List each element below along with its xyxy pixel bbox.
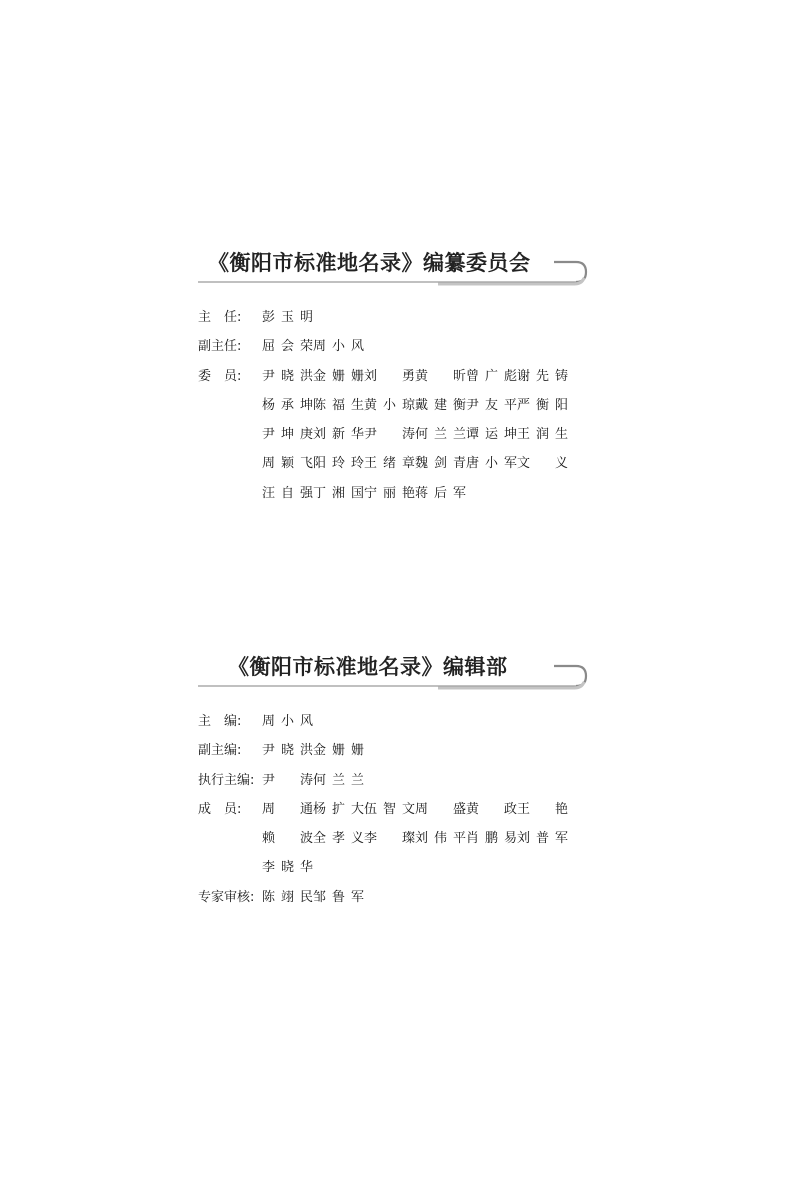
member-name: 刘伟平 — [415, 831, 466, 847]
member-name: 唐小军 — [466, 456, 517, 472]
member-name: 谢先铸 — [517, 368, 568, 384]
role-label: 专家审核: — [198, 889, 255, 905]
member-name: 汪自强 — [262, 485, 313, 501]
member-name: 彭玉明 — [262, 310, 313, 325]
member-name: 屈会荣 — [262, 339, 313, 355]
roster-row — [198, 303, 598, 332]
member-names — [262, 332, 572, 361]
roster-row — [198, 766, 598, 795]
member-name: 尹 涛 — [262, 772, 313, 788]
member-name: 黄 政 — [466, 801, 517, 817]
member-name: 戴建衡 — [415, 397, 466, 413]
member-name: 何兰兰 — [415, 427, 466, 443]
member-name: 赖 波 — [262, 831, 313, 847]
role-label: 执行主编: — [198, 772, 255, 788]
member-name: 刘新华 — [313, 427, 364, 443]
member-name: 杨承坤 — [262, 397, 313, 413]
role-label: 副主编: — [198, 743, 242, 759]
member-name: 邹鲁军 — [313, 889, 364, 905]
member-names — [262, 795, 572, 883]
role-label: 委 员: — [198, 368, 242, 384]
editorial-heading — [198, 652, 598, 696]
member-name: 黄小琼 — [364, 397, 415, 413]
member-name: 李晓华 — [262, 860, 313, 876]
member-name: 周 盛 — [415, 801, 466, 817]
member-names — [262, 736, 572, 765]
member-name: 黄 昕 — [415, 368, 466, 384]
role-label: 主 任: — [198, 310, 242, 325]
roster-row — [198, 883, 598, 912]
member-name: 谭运坤 — [466, 427, 517, 443]
member-name: 伍智文 — [364, 801, 415, 817]
member-name: 杨扩大 — [313, 801, 364, 817]
roster-row — [198, 707, 598, 736]
member-name: 尹 涛 — [364, 427, 415, 443]
committee-section — [198, 248, 598, 508]
member-name: 尹友平 — [466, 397, 517, 413]
member-name: 宁丽艳 — [364, 485, 415, 501]
member-names — [262, 766, 572, 795]
member-name: 丁湘国 — [313, 485, 364, 501]
member-name: 周颖飞 — [262, 456, 313, 472]
roster-row — [198, 795, 598, 883]
roster-row — [198, 736, 598, 765]
role-label: 主 编: — [198, 714, 242, 729]
member-name: 王 艳 — [517, 801, 568, 817]
member-name: 蒋后军 — [415, 485, 466, 501]
member-name: 阳玲玲 — [313, 456, 364, 472]
editorial-title: 《衡阳市标准地名录》编辑部 — [228, 654, 508, 679]
member-name: 魏剑青 — [415, 456, 466, 472]
member-name: 尹晓洪 — [262, 368, 313, 384]
editorial-section — [198, 652, 598, 912]
member-name: 全孝义 — [313, 831, 364, 847]
member-name: 王润生 — [517, 427, 568, 443]
member-name: 刘普军 — [517, 831, 568, 847]
member-name: 王绪章 — [364, 456, 415, 472]
member-name: 金姗姗 — [313, 368, 364, 384]
role-label: 成 员: — [198, 801, 242, 817]
member-names — [262, 707, 572, 736]
member-name: 李 璨 — [364, 831, 415, 847]
roster-row — [198, 332, 598, 361]
member-name: 尹晓洪 — [262, 743, 313, 759]
member-name: 周小风 — [313, 339, 364, 355]
editorial-rows — [198, 707, 598, 912]
member-name: 尹坤庚 — [262, 427, 313, 443]
member-name: 何兰兰 — [313, 772, 364, 788]
member-names — [262, 303, 572, 332]
committee-title: 《衡阳市标准地名录》编纂委员会 — [208, 250, 531, 275]
committee-rows — [198, 303, 598, 508]
member-name: 文 义 — [517, 456, 568, 472]
member-names — [262, 883, 572, 912]
member-name: 周小风 — [262, 714, 313, 729]
member-name: 严衡阳 — [517, 397, 568, 413]
roster-row — [198, 362, 598, 508]
member-name: 肖鹏易 — [466, 831, 517, 847]
member-name: 周 通 — [262, 801, 313, 817]
member-name: 金姗姗 — [313, 743, 364, 759]
member-name: 曾广彪 — [466, 368, 517, 384]
committee-heading — [198, 248, 598, 292]
member-name: 刘 勇 — [364, 368, 415, 384]
member-names — [262, 362, 572, 508]
member-name: 陈福生 — [313, 397, 364, 413]
member-name: 陈翊民 — [262, 889, 313, 905]
role-label: 副主任: — [198, 339, 242, 355]
